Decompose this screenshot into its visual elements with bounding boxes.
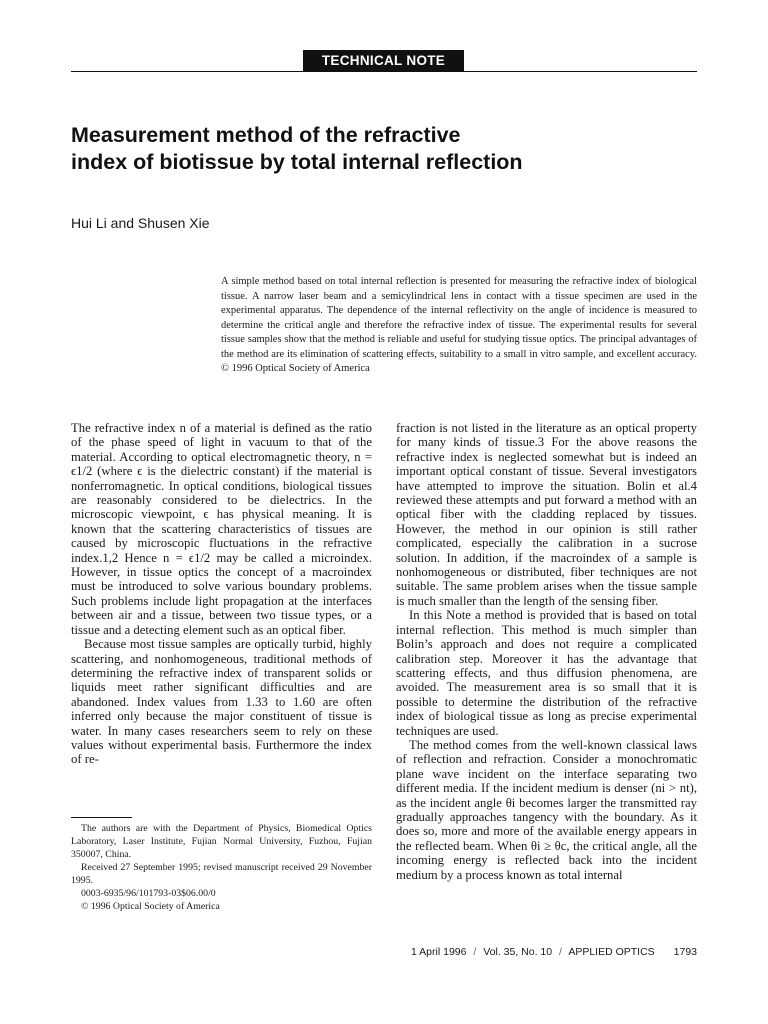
- footer-date: 1 April 1996: [411, 946, 467, 958]
- footnote-affiliation: The authors are with the Department of Physics, Biomedical Optics Laboratory, Laser Institute, Fujian Normal University, Fuzhou, Fujian 350007, China.: [71, 823, 372, 860]
- footnote-copyright: © 1996 Optical Society of America: [81, 901, 220, 912]
- paragraph: The refractive index n of a material is defined as the ratio of the phase speed of light in vacuum to that of the material. According to optical electromagnetic theory, n = ϵ1/2 (where ϵ is the dielectric constant) if the material is nonferromagnetic. In optical conditions, biological tissues are reasonably considered to be dielectrics. In the microscopic viewpoint, ϵ has physical meaning. It is known that the scattering characteristics of tissues are caused by microscopic fluctuations in the refractive index.1,2 Hence n = ϵ1/2 may be called a microindex. However, in tissue optics the concept of a macroindex must be introduced to solve various boundary problems. Such problems include light propagation at the interfaces between air and a tissue, between two tissue types, or a tissue and a detecting element such as an optical fiber.: [71, 421, 372, 637]
- footnote: [71, 822, 372, 913]
- page-footer: [411, 945, 697, 959]
- authors: Hui Li and Shusen Xie: [71, 215, 210, 231]
- footer-volume: Vol. 35, No. 10: [483, 946, 553, 958]
- paragraph: fraction is not listed in the literature as an optical property for many kinds of tissue.3 For the above reasons the refractive index is neglected somewhat but is indeed an important optical constant of tissue. Several investigators have attempted to improve the situation. Bolin et al.4 reviewed these attempts and put forward a method with an optical fiber with the cladding replaced by tissues. However, the method in our opinion is still rather complicated, especially the calibration in a sucrose solution. In addition, if the macroindex of a sample is nonhomogeneous or distributed, fiber techniques are not suitable. The same problem arises when the tissue sample is much smaller than the length of the sensing fiber.: [396, 421, 697, 608]
- header-rule-right: [464, 71, 697, 72]
- paragraph: The method comes from the well-known classical laws of reflection and refraction. Consider a monochromatic plane wave incident on the interface separating two different media. If the incident medium is denser (ni > nt), as the incident angle θi becomes larger the transmitted ray gradually approaches tangency with the boundary. As it does so, more and more of the available energy appears in the reflected beam. When θi ≥ θc, the critical angle, all the incoming energy is reflected back into the incident medium by a process known as total internal: [396, 737, 697, 882]
- paper-title-line-1: Measurement method of the refractive: [71, 123, 461, 147]
- body-column-right: [396, 421, 697, 882]
- header-rule-left: [71, 71, 303, 72]
- abstract: A simple method based on total internal reflection is presented for measuring the refractive index of biological tissue. A narrow laser beam and a semicylindrical lens in contact with a tissue specimen are used in the experimental apparatus. The dependence of the internal reflectivity on the angle of incidence is measured to determine the critical angle and therefore the refractive index of tissue. The experimental results for several tissue samples show that the method is reliable and useful for studying tissue optics. The principal advantages of the method are its elimination of scattering effects, suitability to a small in vitro sample, and excellent accuracy. © 1996 Optical Society of America: [221, 276, 697, 374]
- paragraph: In this Note a method is provided that is based on total internal reflection. This method is much simpler than Bolin’s approach and does not require a complicated calibration step. Moreover it has the advantage that scattering effects, and thus diffusion phenomena, are avoided. The measurement area is so small that it is possible to determine the distribution of the refractive index of biological tissue as long as precise experimental techniques are used.: [396, 608, 697, 738]
- footer-separator: /: [473, 946, 477, 958]
- footer-journal: APPLIED OPTICS: [568, 946, 655, 958]
- body-column-left: [71, 421, 372, 767]
- page-number: 1793: [673, 946, 697, 958]
- section-banner: TECHNICAL NOTE: [303, 50, 464, 72]
- paper-title-line-2: index of biotissue by total internal reflection: [71, 150, 523, 174]
- footnote-code: 0003-6935/96/101793-03$06.00/0: [81, 888, 216, 899]
- paper-title: [71, 122, 631, 176]
- footnote-received: Received 27 September 1995; revised manuscript received 29 November 1995.: [71, 862, 372, 886]
- footnote-rule: [71, 817, 132, 818]
- paragraph: Because most tissue samples are optically turbid, highly scattering, and nonhomogeneous, traditional methods of determining the refractive index of transparent solids or liquids meet rather significant difficulties and are abandoned. Index values from 1.33 to 1.60 are often inferred only because the major constituent of tissue is water. In many cases researchers seem to rely on these values without experimental basis. Furthermore the index of re-: [71, 637, 372, 767]
- footer-separator: /: [559, 946, 562, 958]
